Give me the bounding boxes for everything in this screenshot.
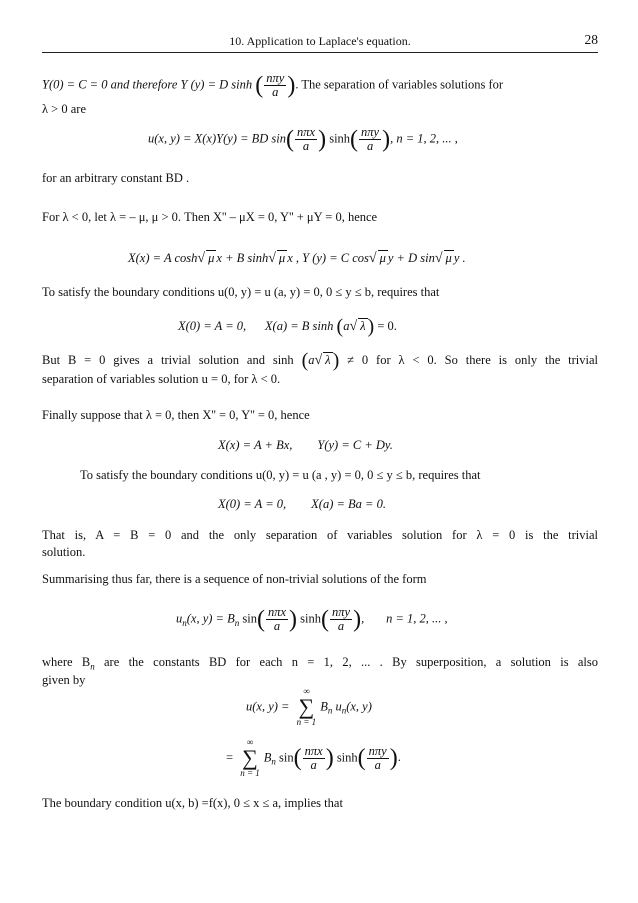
text-segment: . The separation of variables solutions for bbox=[295, 77, 504, 92]
chapter-title: 10. Application to Laplace's equation. bbox=[229, 34, 411, 48]
equation-segment: X(0) = A = 0, X(a) = B sinh bbox=[178, 319, 334, 333]
equation-segment: u bbox=[176, 611, 183, 626]
summation-symbol: ∞ ∑ n = 1 bbox=[240, 737, 260, 778]
text-segment: where B bbox=[42, 655, 91, 669]
equation-1: u(x, y) = X(x)Y(y) = BD sin( $\frac{\text{nπx}}{a}$ ) sinh( $\frac{\text{nπy}}{a}$ ), n = 1, 2, ... , bbox=[148, 125, 458, 153]
equation-segment: B bbox=[320, 699, 328, 714]
subscript: n bbox=[327, 705, 333, 716]
text-line-14: given by bbox=[42, 673, 86, 687]
equation-segment: (x, y) = B bbox=[186, 611, 235, 626]
sqrt-term: λ bbox=[360, 319, 366, 333]
equation-segment: = 0. bbox=[377, 319, 397, 333]
text-line-9: To satisfy the boundary conditions u(0, y) = u (a , y) = 0, 0 ≤ y ≤ b, requires that bbox=[80, 468, 481, 482]
subscript: n bbox=[182, 617, 187, 628]
text-line-4: For λ < 0, let λ = – μ, μ > 0. Then X'' – μX = 0, Y'' + μY = 0, hence bbox=[42, 210, 378, 224]
equation-5: X(0) = A = 0, X(a) = Ba = 0. bbox=[218, 497, 386, 511]
sqrt-term: μ bbox=[278, 251, 286, 265]
text-line-3: for an arbitrary constant BD . bbox=[42, 171, 190, 185]
text-line-11: solution. bbox=[42, 545, 86, 559]
equation-segment: = bbox=[226, 750, 234, 765]
equation-segment: u(x, y) = X(x)Y(y) = BD sin bbox=[148, 131, 287, 146]
equation-2: X(x) = A cosh√ μ x + B sinh√ μ x , Y (y) = C cos√ μ y + D sin√ μ y . bbox=[128, 251, 466, 266]
fraction: $\frac{\text{nπy}}{a}$ bbox=[368, 743, 387, 772]
equation-segment: y + D sin bbox=[387, 251, 435, 265]
text-line-5: To satisfy the boundary conditions u(0, y) = u (a, y) = 0, 0 ≤ y ≤ b, requires that bbox=[42, 285, 440, 299]
equation-segment: . bbox=[397, 749, 401, 764]
text-segment: ≠ 0 for λ < 0. So there is only the trivial bbox=[347, 353, 598, 367]
summation-symbol: ∞ ∑ n = 1 bbox=[296, 686, 317, 727]
subscript: n bbox=[90, 661, 95, 672]
equation-4: X(x) = A + Bx, Y(y) = C + Dy. bbox=[218, 438, 393, 452]
text-line-10: That is, A = B = 0 and the only separation of variables solution for λ = 0 is the trivial bbox=[42, 528, 598, 542]
equation-segment: u(x, y) = bbox=[246, 699, 290, 714]
page-number: 28 bbox=[584, 32, 598, 47]
equation-segment: sinh bbox=[336, 750, 358, 765]
text-line-7: separation of variables solution u = 0, for λ < 0. bbox=[42, 372, 281, 386]
equation-segment: sin bbox=[242, 611, 257, 626]
fraction: $\frac{\text{nπy}}{a}$ bbox=[361, 125, 380, 153]
text-line-2: λ > 0 are bbox=[42, 102, 86, 116]
text-line-12: Summarising thus far, there is a sequence of non-trivial solutions of the form bbox=[42, 572, 427, 586]
sqrt-term: μ bbox=[445, 251, 452, 265]
subscript: n bbox=[341, 705, 347, 716]
equation-7 bbox=[246, 686, 372, 728]
equation-3: X(0) = A = 0, X(a) = B sinh (a√ λ ) = 0. bbox=[178, 315, 397, 338]
text-segment: But B = 0 gives a trivial solution and sinh bbox=[42, 353, 294, 367]
fraction: $\frac{\text{nπx}}{a}$ bbox=[297, 125, 316, 153]
fraction: $\frac{\text{nπy}}{a}$ bbox=[332, 605, 351, 633]
text-segment: are the constants BD for each n = 1, 2, ... . By superposition, a solution is also bbox=[104, 655, 599, 669]
equation-segment: , n = 1, 2, ... , bbox=[361, 611, 448, 626]
text-line-15: The boundary condition u(x, b) =f(x), 0 ≤ x ≤ a, implies that bbox=[42, 796, 343, 810]
equation-segment: (x, y) bbox=[346, 699, 372, 714]
equation-segment: sinh bbox=[300, 611, 321, 626]
text-line-13 bbox=[42, 655, 598, 675]
text-line-1: Y(0) = C = 0 and therefore Y (y) = D sinh ( $\frac{\text{nπy}}{a}$ ). The separation of variables solutions for bbox=[42, 71, 504, 99]
equation-segment: x , Y (y) = C cos bbox=[287, 251, 369, 265]
fraction: $\frac{\text{nπx}}{a}$ bbox=[267, 605, 287, 633]
text-segment: Y(0) = C = 0 and therefore Y (y) = D sinh bbox=[42, 77, 253, 92]
equation-segment: y . bbox=[453, 251, 466, 265]
equation-segment: , n = 1, 2, ... , bbox=[390, 131, 458, 146]
page-header bbox=[42, 34, 598, 53]
equation-segment: x + B sinh bbox=[216, 251, 269, 265]
equation-segment: u bbox=[335, 699, 342, 714]
equation-segment: sin bbox=[279, 750, 294, 765]
text-line-8: Finally suppose that λ = 0, then X'' = 0, Y'' = 0, hence bbox=[42, 408, 310, 422]
sqrt-term: μ bbox=[208, 251, 215, 265]
equation-6: $u_n(x$, $y) = B_n$ sin( $\frac{\text{nπx}}{a}$ ) sinh( $\frac{\text{nπy}}{a}$ ), n = 1, 2, ... , bbox=[176, 605, 448, 633]
subscript: n bbox=[234, 617, 240, 628]
equation-segment: sinh bbox=[329, 131, 351, 146]
subscript: n bbox=[271, 756, 276, 767]
equation-segment: X(x) = A cosh bbox=[128, 251, 198, 265]
sqrt-term: λ bbox=[325, 353, 331, 367]
equation-segment: B bbox=[263, 750, 272, 765]
fraction: $\frac{\text{nπy}}{a}$ bbox=[266, 71, 285, 99]
fraction: $\frac{\text{nπx}}{a}$ bbox=[304, 743, 323, 772]
sqrt-term: μ bbox=[379, 251, 386, 265]
equation-8: = ∞ ∑ n = 1 $B_n$ sin( $\frac{\text{nπx}}{a}$ ) sinh( $\frac{\text{nπy}}{a}$ ). bbox=[226, 737, 401, 778]
text-line-6: But B = 0 gives a trivial solution and sinh (a√ λ ) ≠ 0 for λ < 0. So there is only the trivial bbox=[42, 349, 598, 372]
